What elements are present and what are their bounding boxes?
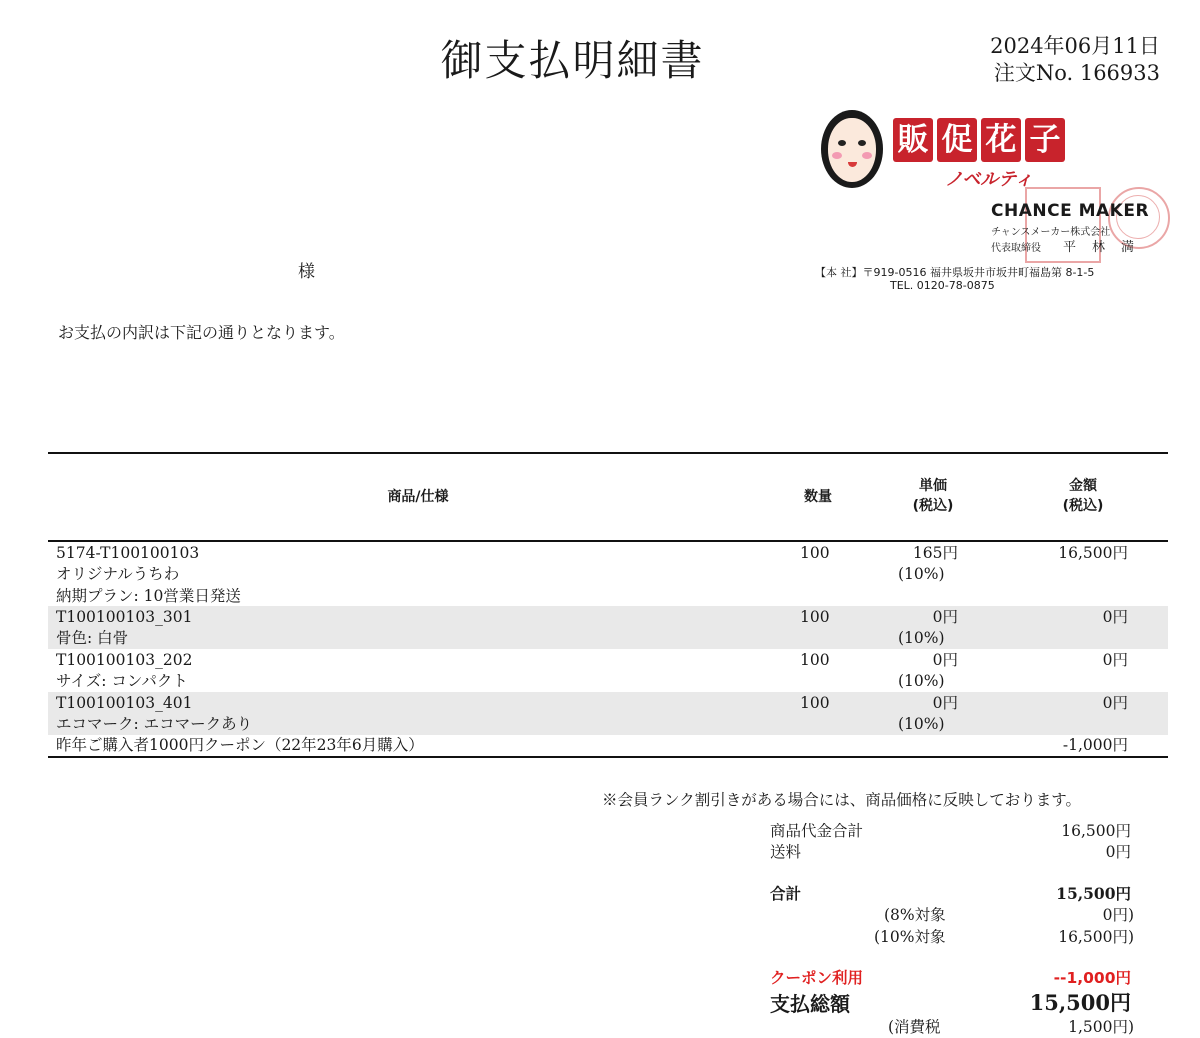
row-unit-price: 0円: [932, 608, 958, 626]
item-spec: サイズ: コンパクト: [56, 672, 188, 691]
company-block: [815, 105, 1170, 295]
tax8-value: 0円): [1102, 906, 1134, 924]
header-unit-price: 単価: [919, 478, 947, 494]
header-amount-sub: (税込): [1062, 498, 1104, 514]
row-amount: 0円: [1102, 608, 1128, 626]
item-spec: 納期プラン: 10営業日発送: [56, 586, 241, 605]
representative-label: 代表取締役: [991, 243, 1041, 254]
table-row: [48, 735, 1168, 758]
item-spec: 骨色: 白骨: [56, 629, 129, 648]
brand-char-4: 子: [1025, 118, 1065, 162]
row-tax-rate: (10%): [898, 629, 945, 647]
header-qty: 数量: [804, 489, 832, 505]
table-row: [48, 606, 1168, 649]
company-name-en: CHANCE MAKER: [991, 201, 1150, 221]
customer-honorific: 様: [298, 262, 315, 282]
member-discount-note: ※会員ランク割引きがある場合には、商品価格に反映しております。: [602, 791, 1081, 809]
company-address: 【本 社】〒919-0516 福井県坂井市坂井町福島第 8-1-5: [815, 266, 1095, 279]
mascot-logo-icon: [821, 110, 883, 188]
tax10-label: (10%対象: [874, 928, 946, 946]
tax10-value: 16,500円): [1058, 928, 1134, 946]
subtotal-label: 商品代金合計: [770, 822, 864, 840]
page-title: 御支払明細書: [440, 36, 705, 85]
coupon-value: --1,000円: [1053, 969, 1131, 987]
row-tax-rate: (10%): [898, 715, 945, 733]
item-code: T100100103_401: [56, 694, 193, 712]
header-unit-price-sub: (税込): [912, 498, 954, 514]
company-name-jp: チャンスメーカー株式会社: [991, 227, 1111, 238]
table-header: [48, 452, 1168, 542]
row-unit-price: 0円: [932, 694, 958, 712]
row-amount: -1,000円: [1062, 736, 1128, 754]
item-name: オリジナルうちわ: [56, 565, 180, 584]
shipping-value: 0円: [1105, 843, 1131, 861]
statement-table: [48, 452, 1168, 758]
header-item: 商品/仕様: [387, 489, 449, 505]
row-unit-price: 0円: [932, 651, 958, 669]
header-amount: 金額: [1069, 478, 1097, 494]
row-tax-rate: (10%): [898, 672, 945, 690]
row-tax-rate: (10%): [898, 565, 945, 583]
brand-subtitle: ノベルティ: [945, 169, 1033, 190]
grand-total-value: 15,500円: [1029, 990, 1131, 1015]
item-spec: エコマーク: エコマークあり: [56, 715, 253, 734]
table-row: [48, 542, 1168, 606]
table-row: [48, 649, 1168, 692]
brand-char-3: 花: [981, 118, 1021, 162]
item-code: T100100103_301: [56, 608, 193, 626]
row-amount: 0円: [1102, 651, 1128, 669]
coupon-label: クーポン利用: [770, 969, 864, 987]
row-amount: 16,500円: [1058, 544, 1128, 562]
row-qty: 100: [800, 608, 830, 626]
intro-text: お支払の内訳は下記の通りとなります。: [58, 323, 345, 342]
tax8-label: (8%対象: [884, 906, 946, 924]
grand-total-label: 支払総額: [770, 992, 850, 1016]
coupon-line: 昨年ご購入者1000円クーポン（22年23年6月購入）: [56, 736, 424, 754]
subtotal-value: 16,500円: [1061, 822, 1131, 840]
brand-char-1: 販: [893, 118, 933, 162]
row-qty: 100: [800, 651, 830, 669]
table-row: [48, 692, 1168, 735]
item-code: 5174-T100100103: [56, 544, 200, 562]
shipping-label: 送料: [770, 843, 802, 861]
row-unit-price: 165円: [912, 544, 958, 562]
total-label: 合計: [770, 885, 802, 903]
row-qty: 100: [800, 544, 830, 562]
brand-char-2: 促: [937, 118, 977, 162]
issue-date: 2024年06月11日: [990, 34, 1160, 58]
consumption-tax-label: (消費税: [888, 1018, 941, 1036]
order-number: 注文No. 166933: [993, 61, 1160, 85]
row-qty: 100: [800, 694, 830, 712]
company-tel: TEL. 0120-78-0875: [890, 279, 995, 292]
representative-name: 平林満: [1063, 240, 1151, 255]
item-code: T100100103_202: [56, 651, 193, 669]
consumption-tax-value: 1,500円): [1068, 1018, 1134, 1036]
total-value: 15,500円: [1056, 884, 1131, 903]
row-amount: 0円: [1102, 694, 1128, 712]
